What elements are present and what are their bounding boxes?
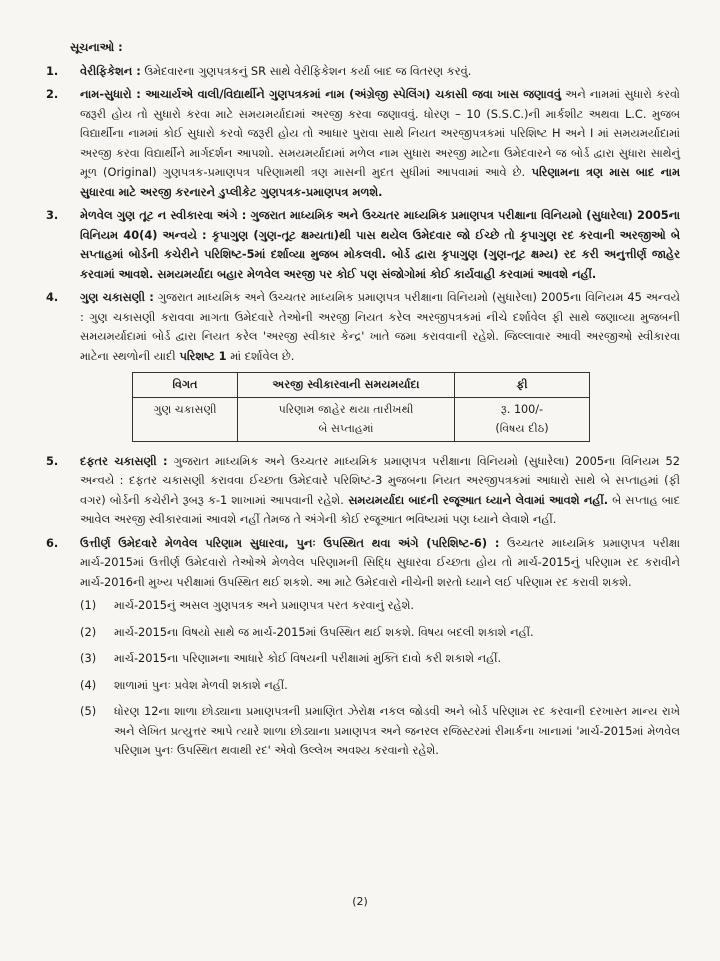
item-title: નામ-સુધારો : — [80, 87, 141, 101]
item-number: 4. — [46, 290, 59, 304]
item-title: દફતર ચકાસણી : — [80, 453, 168, 468]
item-number: 1. — [46, 63, 59, 78]
appendix-reference: પરિશષ્ટ 1 — [175, 348, 227, 363]
instruction-item-2 — [46, 85, 680, 202]
fee-amount: રૂ. 100/- — [500, 402, 544, 416]
item-body — [80, 534, 680, 593]
fee-unit: (વિષય દીઠ) — [495, 422, 549, 435]
deadline-line-2: બે સપ્તાહમાં — [318, 422, 374, 435]
item-text-bold: ગુજરાત માધ્યમિક અને ઉચ્ચતર માધ્યમિક પ્રમાણપત્ર પરીક્ષાના વિનિયમો (સુધારેલા) 2005ના વિનિયમ 40(4) અન્વયે : કૃપાગુણ (ગુણ-તૂટ ક્ષમ્યતા)થી પાસ થયેલ ઉમેદવાર જો ઈચ્છે તો કૃપાગુણ રદ કરવાની અરજીઓ બે સપ્તાહમાં બોર્ડની કચેરીને પરિશિષ્ટ-5માં દર્શાવ્યા મુજબ મોકલવી. બોર્ડ દ્વારા કૃપાગુણ (ગુણ-તૂટ ક્ષમ્ય) રદ કરી અનુત્તીર્ણ જાહેર કરવામાં આવશે. સમયમર્યાદા બહાર મેળવેલ અરજી પર કોઈ પણ સંજોગોમાં કોઈ કાર્યવાહી કરવામાં આવશે નહીં. — [80, 208, 681, 281]
fee-table-row — [133, 397, 590, 441]
fee-table — [132, 372, 590, 442]
instruction-item-3 — [46, 206, 680, 284]
item-number: 2. — [46, 87, 59, 101]
instruction-item-5 — [46, 452, 680, 530]
fee-table-header: વિગત — [133, 373, 238, 398]
instructions-heading: સૂચનાઓ : — [70, 40, 123, 54]
item-text-bold: આચાર્યએ વાલી/વિદ્યાર્થીને ગુણપત્રકમાં નામ (અંગ્રેજી સ્પેલિંગ) ચકાસી જવા ખાસ જણાવવું — [140, 87, 561, 101]
item-tail-bold: સમયમર્યાદા બાદની રજૂઆત ધ્યાને લેવામાં આવશે નહીં. — [343, 492, 609, 507]
condition-text: ધોરણ 12ના શાળા છોડ્યાના પ્રમાણપત્રની પ્રમાણિત ઝેરોક્ષ નકલ જોડવી અને બોર્ડ પરિણામ રદ કરવાની દરખાસ્ત માન્ય રાખે અને લેખિત પ્રત્યુત્તર આપે ત્યારે શાળા છોડ્યાના પ્રમાણપત્ર અને જનરલ રજિસ્ટરમાં રીમાર્કના ખાનામાં 'માર્ચ-2015માં મેળવેલ પરિણામ પુનઃ ઉપસ્થિત થવાથી રદ' એવો ઉલ્લેખ અવશ્ય કરવાનો રહેશે. — [114, 704, 680, 757]
condition-list — [80, 596, 680, 761]
item-text: ગુજરાત માધ્યમિક અને ઉચ્ચતર માધ્યમિક પ્રમાણપત્ર પરીક્ષાના વિનિયમો (સુધારેલા) 2005ના વિનિયમ 45 અન્વયે : ગુણ ચકાસણી કરાવવા માગતા ઉમેદવારે તેઓની અરજી નિયત કરેલ અરજીપત્રકમાં નીચે દર્શાવેલ ફી સાથે જણાવ્યા મુજબની સમયમર્યાદામાં બોર્ડ દ્વારા નિયત કરેલ 'અરજી સ્વીકાર કેન્દ્ર' ખાતે જમા કરાવવાની રહેશે. જિલ્લાવાર આવી અરજીઓ સ્વીકારવા માટેના સ્થળોની યાદી — [80, 290, 680, 363]
condition-item — [80, 623, 680, 643]
condition-text: માર્ચ-2015ના વિષયો સાથે જ માર્ચ-2015માં ઉપસ્થિત થઈ શકશે. વિષય બદલી શકાશે નહીં. — [114, 624, 534, 639]
item-text-end: માં દર્શાવેલ છે. — [226, 348, 295, 363]
fee-table-header: અરજી સ્વીકારવાની સમયમર્યાદા — [238, 373, 455, 398]
condition-item — [80, 702, 680, 761]
condition-text: શાળામાં પુનઃ પ્રવેશ મેળવી શકાશે નહીં. — [114, 677, 288, 692]
condition-text: માર્ચ-2015નું અસલ ગુણપત્રક અને પ્રમાણપત્ર પરત કરવાનું રહેશે. — [114, 598, 415, 612]
item-title: વેરીફિકેશન : — [80, 63, 141, 78]
condition-item — [80, 596, 680, 616]
page-number: (2) — [352, 895, 368, 908]
item-text: ઉચ્ચતર માધ્યમિક પ્રમાણપત્ર પરીક્ષા માર્ચ-2015માં ઉત્તીર્ણ ઉમેદવારો તેઓએ મેળવેલ પરિણામની સિદ્ધિ સુધારવા ઈચ્છતા હોય તો માર્ચ-2015નું પરિણામ રદ કરાવીને માર્ચ-2016ની મુખ્ય પરીક્ષામાં ઉપસ્થિત થઈ શકશે. આ માટે ઉમેદવારો નીચેની શરતો ધ્યાને લઈ પરિણામ રદ કરાવી શકશે. — [80, 535, 680, 589]
item-text: ગુજરાત માધ્યમિક અને ઉચ્ચતર માધ્યમિક પ્રમાણપત્ર પરીક્ષાના વિનિયમો (સુધારેલા) 2005ના વિનિયમ 52 અન્વયે : દફતર ચકાસણી કરાવવા ઈચ્છતા ઉમેદવારે પરિશિષ્ટ-3 મુજબના નિયત અરજીપત્રકમાં આધારો સાથે બે સપ્તાહમાં (ફી વગર) બોર્ડની કચેરીને રૂબરૂ ક-1 શાખામાં આપવાની રહેશે. — [80, 453, 680, 507]
item-body — [80, 206, 680, 284]
item-tail: બે સપ્તાહ બાદ આવેલ અરજી સ્વીકારવામાં આવશે નહીં તેમજ તે અંગેની કોઈ રજૂઆત ભવિષ્યમાં પણ ધ્યાને લેવાશે નહીં. — [80, 492, 681, 526]
item-number: 5. — [46, 453, 59, 468]
instruction-item-4 — [46, 288, 680, 448]
instruction-item-6 — [46, 534, 680, 593]
item-number: 6. — [46, 535, 59, 550]
fee-table-header: ફી — [455, 373, 590, 398]
condition-number: (4) — [80, 677, 97, 692]
item-text: અને નામમાં સુધારો કરવો જરૂરી હોય તો સુધારો કરવા માટે સમયમર્યાદામાં અરજી કરવા જણાવવું. ધોરણ – 10 (S.S.C.)ની માર્કશીટ અથવા L.C. મુજબ વિદ્યાર્થીના નામમાં કોઈ સુધારો કરવો જરૂરી હોય તો આધાર પુરાવા સાથે નિયત અરજીપત્રકમાં પરિશિષ્ટ H અને I માં સમયમર્યાદામાં અરજી કરવા વિદ્યાર્થીને માર્ગદર્શન આપશો. સમયમર્યાદામાં મળેલ નામ સુધારા અરજી માટેના ઉમેદવારને જ બોર્ડ દ્વારા સુધારા સાથેનું મૂળ (Original) ગુણપત્રક-પ્રમાણપત્ર પરિણામથી ત્રણ માસની મુદત સુધીમાં આપવામાં આવે છે. — [80, 87, 680, 179]
item-title: ગુણ ચકાસણી : — [80, 290, 154, 304]
fee-table-cell — [455, 397, 590, 441]
deadline-line-1: પરિણામ જાહેર થયા તારીખથી — [278, 402, 414, 416]
condition-item — [80, 649, 680, 669]
fee-table-cell — [238, 397, 455, 441]
item-body — [80, 452, 680, 530]
fee-table-header-row — [133, 373, 590, 398]
condition-text: માર્ચ-2015ના પરિણામના આધારે કોઈ વિષયની પરીક્ષામાં મુક્તિ દાવો કરી શકાશે નહીં. — [114, 651, 502, 665]
item-title: મેળવેલ ગુણ તૂટ ન સ્વીકારવા અંગે : — [80, 208, 247, 222]
condition-item — [80, 676, 680, 696]
item-body — [80, 62, 680, 82]
item-tail-bold: પરિણામના ત્રણ માસ બાદ નામ સુધારવા માટે અરજી કરનારને ડુપ્લીકેટ ગુણપત્રક-પ્રમાણપત્ર મળશે. — [80, 165, 680, 199]
item-text: ઉમેદવારના ગુણપત્રકનું SR સાથે વેરીફિકેશન કર્યા બાદ જ વિતરણ કરવું. — [140, 63, 472, 78]
instruction-item-1 — [46, 62, 680, 82]
fee-table-cell: ગુણ ચકાસણી — [133, 397, 238, 441]
condition-number: (2) — [80, 624, 97, 639]
condition-number: (3) — [80, 651, 97, 665]
item-number: 3. — [46, 208, 59, 222]
item-body — [80, 288, 680, 448]
condition-number: (1) — [80, 598, 97, 612]
item-body — [80, 85, 680, 202]
item-title: ઉત્તીર્ણ ઉમેદવારે મેળવેલ પરિણામ સુધારવા, પુનઃ ઉપસ્થિત થવા અંગે (પરિશિષ્ટ-6) : — [80, 535, 500, 550]
condition-number: (5) — [80, 704, 97, 718]
